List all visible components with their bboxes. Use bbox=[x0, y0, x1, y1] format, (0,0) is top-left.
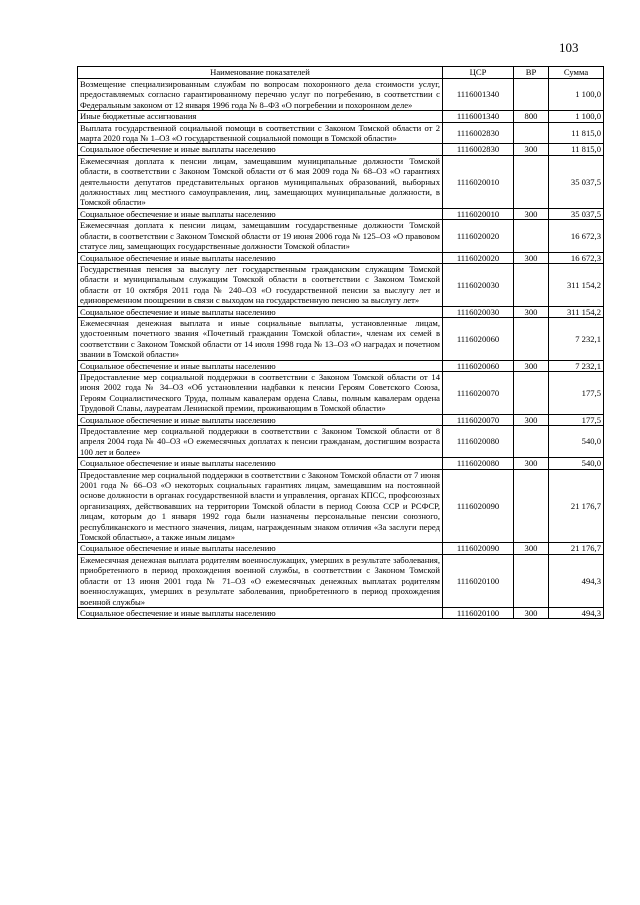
row-vr: 300 bbox=[514, 458, 549, 469]
row-vr: 300 bbox=[514, 306, 549, 317]
table-row bbox=[78, 306, 604, 317]
row-csr: 1116020020 bbox=[443, 252, 514, 263]
table-row bbox=[78, 426, 604, 458]
row-sum: 311 154,2 bbox=[549, 306, 604, 317]
row-name: Социальное обеспечение и иные выплаты населению bbox=[78, 414, 443, 425]
row-vr bbox=[514, 426, 549, 458]
row-vr bbox=[514, 263, 549, 306]
row-name: Государственная пенсия за выслугу лет государственным гражданским служащим Томской области и муниципальным служащим Томской области в соответствии с Законом Томской области от 10 октября 2011 года № 240–ОЗ «О государственной пенсии за выслугу лет и единовременном поощрении в связи с выходом на государственную пенсию за выслугу лет» bbox=[78, 263, 443, 306]
row-sum: 1 100,0 bbox=[549, 111, 604, 122]
row-vr: 300 bbox=[514, 360, 549, 371]
row-vr: 300 bbox=[514, 607, 549, 618]
table-row bbox=[78, 208, 604, 219]
row-csr: 1116001340 bbox=[443, 111, 514, 122]
table-row bbox=[78, 607, 604, 618]
table-row bbox=[78, 543, 604, 554]
row-sum: 7 232,1 bbox=[549, 317, 604, 360]
row-sum: 311 154,2 bbox=[549, 263, 604, 306]
row-name: Возмещение специализированным службам по вопросам похоронного дела стоимости услуг, предоставляемых согласно гарантированному перечню услуг по погребению, в соответствии с Федеральным законом от 12 января 1996 года № 8–ФЗ «О погребении и похоронном деле» bbox=[78, 79, 443, 111]
page-number: 103 bbox=[559, 40, 579, 55]
row-name: Выплата государственной социальной помощи в соответствии с Законом Томской области от 2 марта 2020 года № 1–ОЗ «О государственной социальной помощи в Томской области» bbox=[78, 122, 443, 144]
row-csr: 1116020070 bbox=[443, 371, 514, 414]
row-sum: 177,5 bbox=[549, 414, 604, 425]
row-name: Ежемесячная доплата к пенсии лицам, замещавшим государственные должности Томской области, в соответствии с Законом Томской области от 19 июня 2006 года № 125–ОЗ «О правовом статусе лиц, замещающих государственные должности Томской области» bbox=[78, 220, 443, 252]
table-row bbox=[78, 220, 604, 252]
row-csr: 1116020010 bbox=[443, 208, 514, 219]
row-csr: 1116020010 bbox=[443, 155, 514, 208]
row-vr bbox=[514, 122, 549, 144]
row-vr: 300 bbox=[514, 208, 549, 219]
row-csr: 1116020080 bbox=[443, 458, 514, 469]
row-sum: 177,5 bbox=[549, 371, 604, 414]
row-csr: 1116020030 bbox=[443, 263, 514, 306]
row-csr: 1116020020 bbox=[443, 220, 514, 252]
row-vr bbox=[514, 554, 549, 607]
row-sum: 1 100,0 bbox=[549, 79, 604, 111]
row-csr: 1116020060 bbox=[443, 360, 514, 371]
row-vr: 800 bbox=[514, 111, 549, 122]
row-name: Социальное обеспечение и иные выплаты населению bbox=[78, 543, 443, 554]
row-csr: 1116020100 bbox=[443, 554, 514, 607]
table-row bbox=[78, 360, 604, 371]
row-sum: 16 672,3 bbox=[549, 220, 604, 252]
row-sum: 11 815,0 bbox=[549, 122, 604, 144]
row-name: Социальное обеспечение и иные выплаты населению bbox=[78, 458, 443, 469]
row-csr: 1116020090 bbox=[443, 543, 514, 554]
table-row bbox=[78, 317, 604, 360]
row-vr: 300 bbox=[514, 543, 549, 554]
row-sum: 35 037,5 bbox=[549, 155, 604, 208]
row-csr: 1116020100 bbox=[443, 607, 514, 618]
row-csr: 1116020030 bbox=[443, 306, 514, 317]
budget-table bbox=[77, 66, 604, 619]
table-row bbox=[78, 414, 604, 425]
table-row bbox=[78, 79, 604, 111]
row-name: Социальное обеспечение и иные выплаты населению bbox=[78, 208, 443, 219]
row-name: Предоставление мер социальной поддержки в соответствии с Законом Томской области от 8 апреля 2004 года № 40–ОЗ «О ежемесячных доплатах к пенсии гражданам, достигшим возраста 100 лет и более» bbox=[78, 426, 443, 458]
row-name: Социальное обеспечение и иные выплаты населению bbox=[78, 607, 443, 618]
row-name: Ежемесячная доплата к пенсии лицам, замещавшим муниципальные должности Томской области, в соответствии с Законом Томской области от 6 мая 2009 года № 68–ОЗ «О гарантиях деятельности депутатов представительных органов муниципальных образований, выборных должностных лиц местного самоуправления, лиц, замещающих муниципальные должности, в Томской области» bbox=[78, 155, 443, 208]
row-name: Ежемесячная денежная выплата родителям военнослужащих, умерших в результате заболевания, приобретенного в период прохождения военной службы, в соответствии с Законом Томской области от 13 июня 2001 года № 71–ОЗ «О ежемесячных денежных выплатах родителям военнослужащих, умерших в результате заболевания, приобретенного в период прохождения военной службы» bbox=[78, 554, 443, 607]
row-sum: 540,0 bbox=[549, 458, 604, 469]
row-vr: 300 bbox=[514, 414, 549, 425]
row-vr bbox=[514, 371, 549, 414]
row-name: Социальное обеспечение и иные выплаты населению bbox=[78, 144, 443, 155]
header-csr: ЦСР bbox=[443, 67, 514, 79]
table-row bbox=[78, 252, 604, 263]
row-sum: 494,3 bbox=[549, 607, 604, 618]
row-csr: 1116002830 bbox=[443, 122, 514, 144]
row-vr: 300 bbox=[514, 144, 549, 155]
header-name: Наименование показателей bbox=[78, 67, 443, 79]
row-sum: 16 672,3 bbox=[549, 252, 604, 263]
row-vr bbox=[514, 220, 549, 252]
row-name: Социальное обеспечение и иные выплаты населению bbox=[78, 306, 443, 317]
row-name: Ежемесячная денежная выплата и иные социальные выплаты, установленные лицам, удостоенным почетного звания «Почетный гражданин Томской области», членам их семей в соответствии с Законом Томской области от 14 июля 1998 года № 13–ОЗ «О наградах и почетном звании в Томской области» bbox=[78, 317, 443, 360]
row-sum: 494,3 bbox=[549, 554, 604, 607]
table-row bbox=[78, 458, 604, 469]
header-sum: Сумма bbox=[549, 67, 604, 79]
row-csr: 1116002830 bbox=[443, 144, 514, 155]
row-sum: 11 815,0 bbox=[549, 144, 604, 155]
table-row bbox=[78, 144, 604, 155]
row-csr: 1116001340 bbox=[443, 79, 514, 111]
header-vr: ВР bbox=[514, 67, 549, 79]
table-row bbox=[78, 371, 604, 414]
row-csr: 1116020080 bbox=[443, 426, 514, 458]
table-row bbox=[78, 469, 604, 543]
table-row bbox=[78, 554, 604, 607]
row-sum: 21 176,7 bbox=[549, 543, 604, 554]
row-vr bbox=[514, 155, 549, 208]
table-row bbox=[78, 111, 604, 122]
row-csr: 1116020060 bbox=[443, 317, 514, 360]
row-name: Социальное обеспечение и иные выплаты населению bbox=[78, 252, 443, 263]
row-name: Социальное обеспечение и иные выплаты населению bbox=[78, 360, 443, 371]
table-row bbox=[78, 155, 604, 208]
row-csr: 1116020070 bbox=[443, 414, 514, 425]
row-sum: 21 176,7 bbox=[549, 469, 604, 543]
row-vr: 300 bbox=[514, 252, 549, 263]
row-sum: 540,0 bbox=[549, 426, 604, 458]
table-header-row bbox=[78, 67, 604, 79]
row-csr: 1116020090 bbox=[443, 469, 514, 543]
row-name: Предоставление мер социальной поддержки в соответствии с Законом Томской области от 14 июня 2002 года № 34–ОЗ «Об установлении надбавки к пенсии Героям Советского Союза, Героям Социалистического Труда, полным кавалерам ордена Славы, полным кавалерам ордена Трудовой Славы, лауреатам Ленинской премии, проживающим в Томской области» bbox=[78, 371, 443, 414]
table-row bbox=[78, 263, 604, 306]
row-vr bbox=[514, 79, 549, 111]
row-sum: 7 232,1 bbox=[549, 360, 604, 371]
row-vr bbox=[514, 317, 549, 360]
row-name: Предоставление мер социальной поддержки в соответствии с Законом Томской области от 7 июня 2001 года № 66–ОЗ «О некоторых социальных гарантиях лицам, замещавшим на постоянной основе должности в органах государственной власти и управления, органах КПСС, профсоюзных организациях, действовавших на территории Томской области в период Союза ССР и РСФСР, лицам, которым до 1 января 1992 года были назначены персональные пенсии союзного, республиканского и местного значения, лицам, награжденным знаком отличия «За заслуги перед Томской областью», а также иным лицам» bbox=[78, 469, 443, 543]
row-name: Иные бюджетные ассигнования bbox=[78, 111, 443, 122]
table-row bbox=[78, 122, 604, 144]
row-vr bbox=[514, 469, 549, 543]
row-sum: 35 037,5 bbox=[549, 208, 604, 219]
